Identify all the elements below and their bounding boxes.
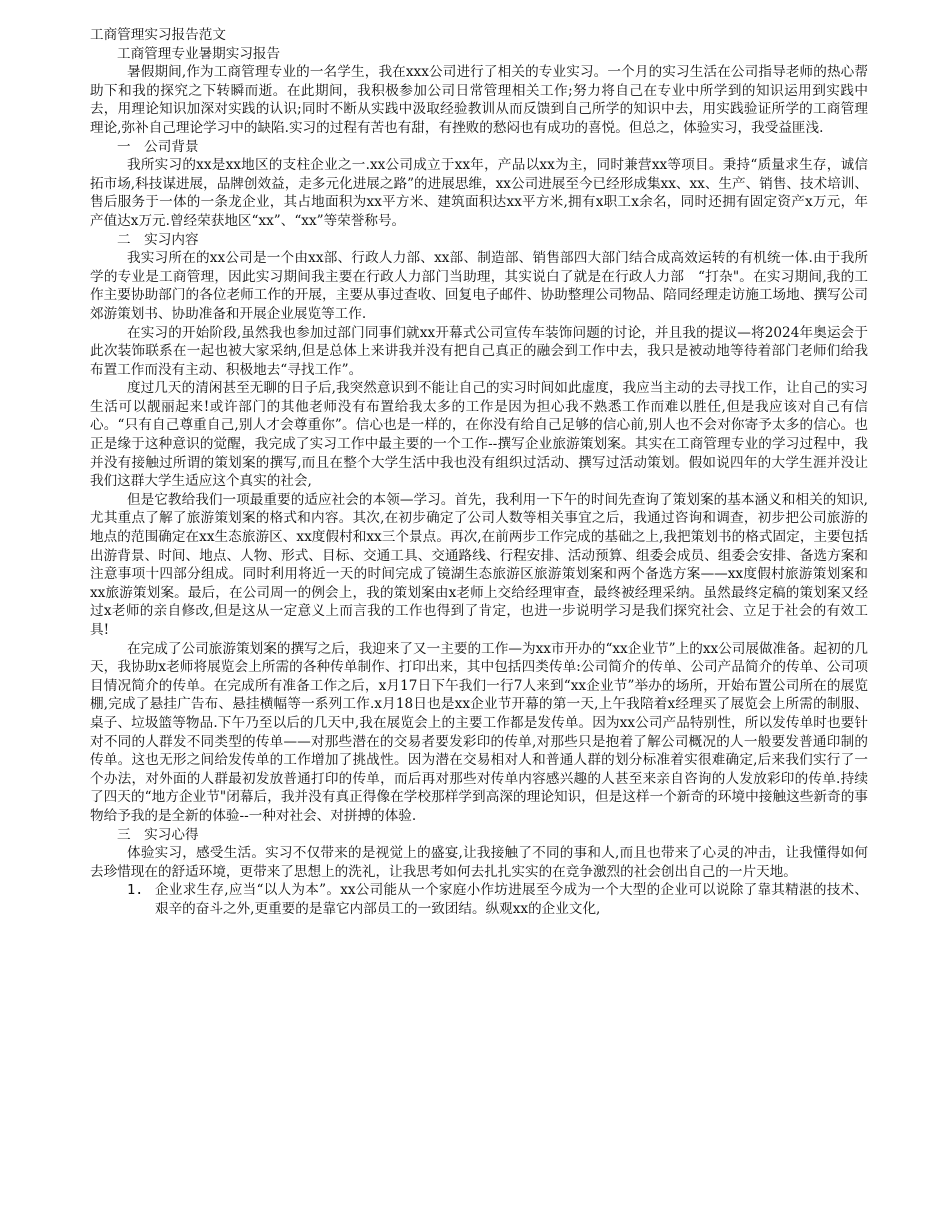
- section-heading-content: 二 实习内容: [117, 231, 199, 248]
- document-title: 工商管理实习报告范文: [90, 27, 226, 43]
- section-heading-reflection: 三 实习心得: [117, 826, 199, 843]
- content-paragraph-2: 在实习的开始阶段,虽然我也参加过部门同事们就xx开幕式公司宣传车装饰问题的讨论，并且我的提议—将2024年奥运会于此次装饰联系在一起也被大家采纳,但是总体上来讲我并没有把自己真正的融会到工作中去，我只是被动地等待着部门老师们给我布置工作而没有主动、积极地去“寻找工作”。: [90, 324, 868, 378]
- document-subtitle: 工商管理专业暑期实习报告: [117, 45, 281, 62]
- list-item-number: 1.: [127, 882, 144, 899]
- intro-paragraph: 暑假期间,作为工商管理专业的一名学生，我在xxx公司进行了相关的专业实习。一个月的实习生活在公司指导老师的热心帮助下和我的探究之下转瞬而逝。在此期间，我积极参加公司日常管理相关工作;努力将自己在专业中所学到的知识运用到实践中去，用理论知识加深对实践的认识;同时不断从实践中汲取经验教训从而反馈到自己所学的知识中去，用实践验证所学的工商管理理论,弥补自己理论学习中的缺陷.实习的过程有苦也有甜，有挫败的愁闷也有成功的喜悦。但总之，体验实习，我受益匪浅.: [90, 64, 868, 136]
- list-item: [90, 881, 868, 918]
- section-heading-background: 一 公司背景: [117, 138, 199, 155]
- content-paragraph-4: 但是它教给我们一项最重要的适应社会的本领—学习。首先，我利用一下午的时间先查询了策划案的基本涵义和相关的知识,尤其重点了解了旅游策划案的格式和内容。其次,在初步确定了公司人数等相关事宜之后，我通过咨询和调查，初步把公司旅游的地点的范围确定在xx生态旅游区、xx度假村和xx三个景点。再次,在前两步工作完成的基础之上,我把策划书的格式固定，主要包括出游背景、时间、地点、人物、形式、目标、交通工具、交通路线、行程安排、活动预算、组委会成员、组委会安排、备选方案和注意事项十四部分组成。同时利用将近一天的时间完成了镜湖生态旅游区旅游策划案和两个备选方案——xx度假村旅游策划案和xx旅游策划案。最后，在公司周一的例会上，我的策划案由x老师上交给经理审查，最终被经理采纳。虽然最终定稿的策划案又经过x老师的亲自修改,但是这从一定意义上而言我的工作也得到了肯定，也进一步说明学习是我们探究社会、立足于社会的有效工具!: [90, 491, 868, 638]
- list-item-text: 企业求生存,应当“以人为本”。xx公司能从一个家庭小作坊进展至今成为一个大型的企业可以说除了靠其精湛的技术、艰辛的奋斗之外,更重要的是靠它内部员工的一致团结。纵观xx的企业文化,: [155, 882, 868, 917]
- content-paragraph-3: 度过几天的清闲甚至无聊的日子后,我突然意识到不能让自己的实习时间如此虚度，我应当主动的去寻找工作，让自己的实习生活可以靓丽起来!或许部门的其他老师没有布置给我太多的工作是因为担心我不熟悉工作而难以胜任,但是我应该对自己有信心。“只有自己尊重自己,别人才会尊重你”。信心也是一样的，在你没有给自己足够的信心前,别人也不会对你寄予太多的信心。也正是缘于这种意识的觉醒，我完成了实习工作中最主要的一个工作--撰写企业旅游策划案。其实在工商管理专业的学习过程中，我并没有接触过所谓的策划案的撰写,而且在整个大学生活中我也没有组织过活动、撰写过活动策划。假如说四年的大学生涯并没让我们这群大学生适应这个真实的社会,: [90, 380, 868, 490]
- reflection-paragraph: 体验实习，感受生活。实习不仅带来的是视觉上的盛宴,让我接触了不同的事和人,而且也带来了心灵的冲击，让我懂得如何去珍惜现在的舒适环境，更带来了思想上的洗礼，让我思考如何去扎扎实实的在竞争激烈的社会创出自己的一片天地。: [90, 845, 868, 880]
- reflection-list: [90, 881, 868, 918]
- content-paragraph-5: 在完成了公司旅游策划案的撰写之后，我迎来了又一主要的工作—为xx市开办的“xx企业节”上的xx公司展做准备。起初的几天，我协助x老师将展览会上所需的各种传单制作、打印出来，其中包括四类传单:公司简介的传单、公司产品简介的传单、公司项目情况简介的传单。在完成所有准备工作之后，x月17日下午我们一行7人来到“xx企业节”举办的场所，开始布置公司所在的展览棚,完成了悬挂广告布、悬挂横幅等一系列工作.x月18日也是xx企业节开幕的第一天,上午我陪着x经理买了展览会上所需的制服、桌子、垃圾篮等物品.下午乃至以后的几天中,我在展览会上的主要工作都是发传单。因为xx公司产品特别性，所以发传单时也要针对不同的人群发不同类型的传单——对那些潜在的交易者要发彩印的传单,对那些只是抱着了解公司概况的人一般要发普通印制的传单。这也无形之间给发传单的工作增加了挑战性。因为潜在交易相对人和普通人群的划分标准着实很难确定,后来我们实行了一个办法，对外面的人群最初发放普通打印的传单，而后再对那些对传单内容感兴趣的人甚至来亲自咨询的人发放彩印的传单.持续了四天的“地方企业节"闭幕后，我并没有真正得像在学校那样学到高深的理论知识，但是这样一个新奇的环境中接触这些新奇的事物给予我的是全新的体验--一种对社会、对拼搏的体验.: [90, 640, 868, 824]
- background-paragraph: 我所实习的xx是xx地区的支柱企业之一.xx公司成立于xx年，产品以xx为主，同时兼营xx等项目。秉持“质量求生存，诚信拓市场,科技谋进展，品牌创效益，走多元化进展之路”的进展思维，xx公司进展至今已经形成集xx、xx、生产、销售、技术培训、售后服务于一体的一条龙企业，其占地面积为xx平方米、建筑面积达xx平方米,拥有x职工x余名，同时还拥有固定资产x万元，年产值达x万元.曾经荣获地区“xx”、“xx”等荣誉称号。: [90, 157, 868, 229]
- content-paragraph-1: 我实习所在的xx公司是一个由xx部、行政人力部、xx部、制造部、销售部四大部门结合成高效运转的有机统一体.由于我所学的专业是工商管理，因此实习期间我主要在行政人力部门当助理，其实说白了就是在行政人力部 “打杂"。在实习期间,我的工作主要协助部门的各位老师工作的开展，主要从事过查收、回复电子邮件、协助整理公司物品、陪同经理走访施工场地、撰写公司郊游策划书、协助准备和开展企业展览等工作.: [90, 250, 868, 322]
